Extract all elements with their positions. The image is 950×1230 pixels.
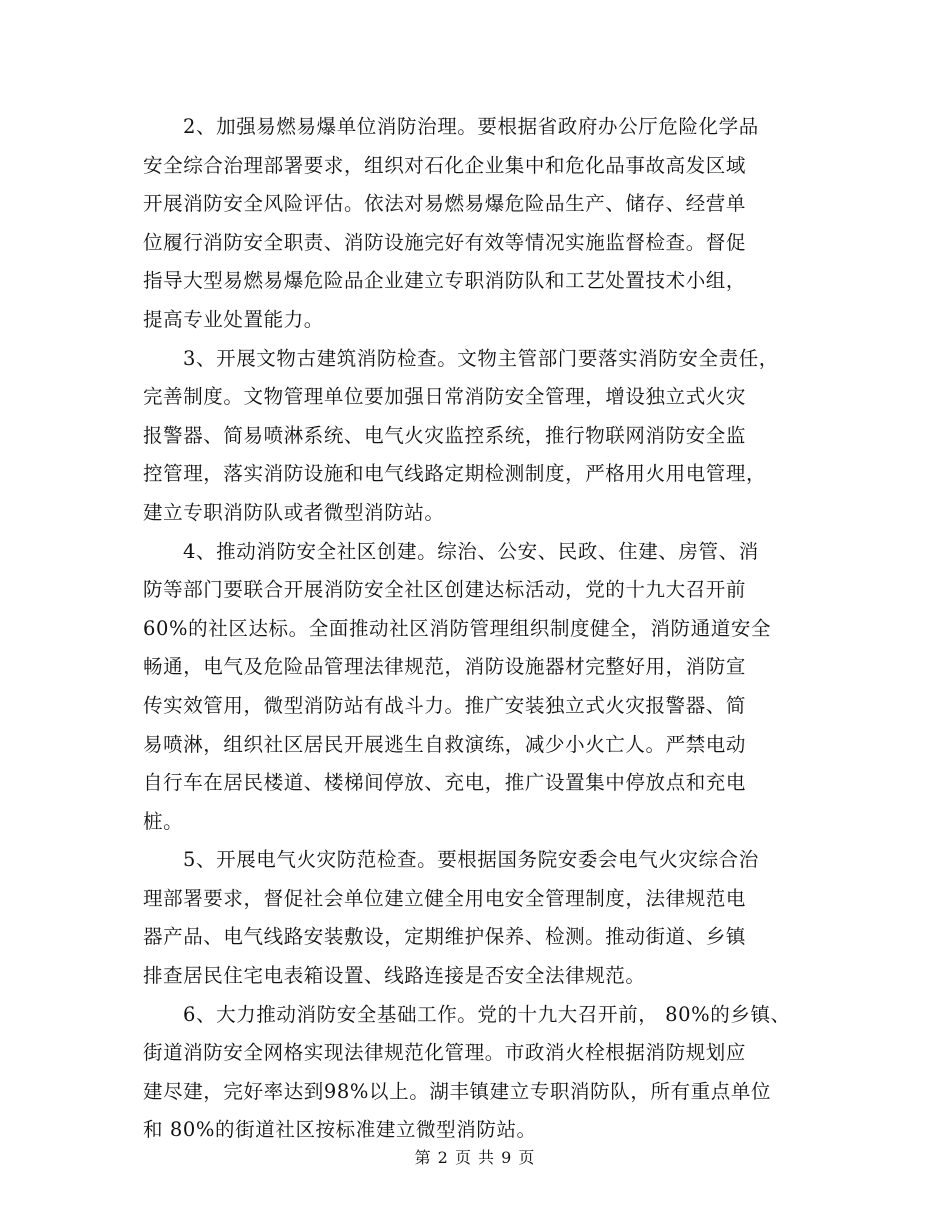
text-line: 控管理，落实消防设施和电气线路定期检测制度，严格用火用电管理， [143, 462, 767, 486]
paragraph-2 [143, 108, 808, 340]
paragraph-5 [143, 841, 808, 995]
text-line: 完善制度。文物管理单位要加强日常消防安全管理，增设独立式火灾 [143, 385, 747, 409]
paragraph-3 [143, 340, 808, 533]
text-line: 桩。 [143, 809, 184, 833]
paragraph-4 [143, 533, 808, 842]
text-line: 易喷淋，组织社区居民开展逃生自救演练，减少小火亡人。严禁电动 [143, 732, 747, 756]
page-number-footer: 第 2 页 共 9 页 [414, 1148, 536, 1167]
document-body [143, 108, 808, 1150]
text-line: 位履行消防安全职责、消防设施完好有效等情况实施监督检查。督促 [143, 230, 747, 254]
text-line: 6、大力推动消防安全基础工作。党的十九大召开前， 80%的乡镇、 [183, 1002, 791, 1026]
text-line: 建尽建，完好率达到98%以上。湖丰镇建立专职消防队，所有重点单位 [143, 1079, 772, 1103]
text-line: 传实效管用，微型消防站有战斗力。推广安装独立式火灾报警器、简 [143, 693, 747, 717]
text-line: 和 80%的街道社区按标准建立微型消防站。 [143, 1118, 537, 1142]
text-line: 排查居民住宅电表箱设置、线路连接是否安全法律规范。 [143, 964, 646, 988]
text-line: 提高专业处置能力。 [143, 307, 324, 331]
text-line: 防等部门要联合开展消防安全社区创建达标活动，党的十九大召开前 [143, 578, 747, 602]
text-line: 60%的社区达标。全面推动社区消防管理组织制度健全，消防通道安全 [143, 616, 772, 640]
paragraph-6 [143, 996, 808, 1150]
text-line: 报警器、简易喷淋系统、电气火灾监控系统，推行物联网消防安全监 [143, 423, 747, 447]
text-line: 安全综合治理部署要求，组织对石化企业集中和危化品事故高发区域 [143, 153, 747, 177]
text-line: 理部署要求，督促社会单位建立健全用电安全管理制度，法律规范电 [143, 886, 747, 910]
text-line: 开展消防安全风险评估。依法对易燃易爆危险品生产、储存、经营单 [143, 192, 747, 216]
text-line: 建立专职消防队或者微型消防站。 [143, 500, 445, 524]
text-line: 4、推动消防安全社区创建。综治、公安、民政、住建、房管、消 [183, 539, 759, 563]
text-line: 畅通，电气及危险品管理法律规范，消防设施器材完整好用，消防宣 [143, 655, 747, 679]
text-line: 3、开展文物古建筑消防检查。文物主管部门要落实消防安全责任， [183, 346, 779, 370]
text-line: 街道消防安全网格实现法律规范化管理。市政消火栓根据消防规划应 [143, 1041, 747, 1065]
text-line: 自行车在居民楼道、楼梯间停放、充电，推广设置集中停放点和充电 [143, 771, 747, 795]
text-line: 5、开展电气火灾防范检查。要根据国务院安委会电气火灾综合治 [183, 848, 759, 872]
text-line: 2、加强易燃易爆单位消防治理。要根据省政府办公厅危险化学品 [183, 115, 759, 138]
text-line: 指导大型易燃易爆危险品企业建立专职消防队和工艺处置技术小组， [143, 269, 747, 293]
text-line: 器产品、电气线路安装敷设，定期维护保养、检测。推动街道、乡镇 [143, 925, 747, 949]
